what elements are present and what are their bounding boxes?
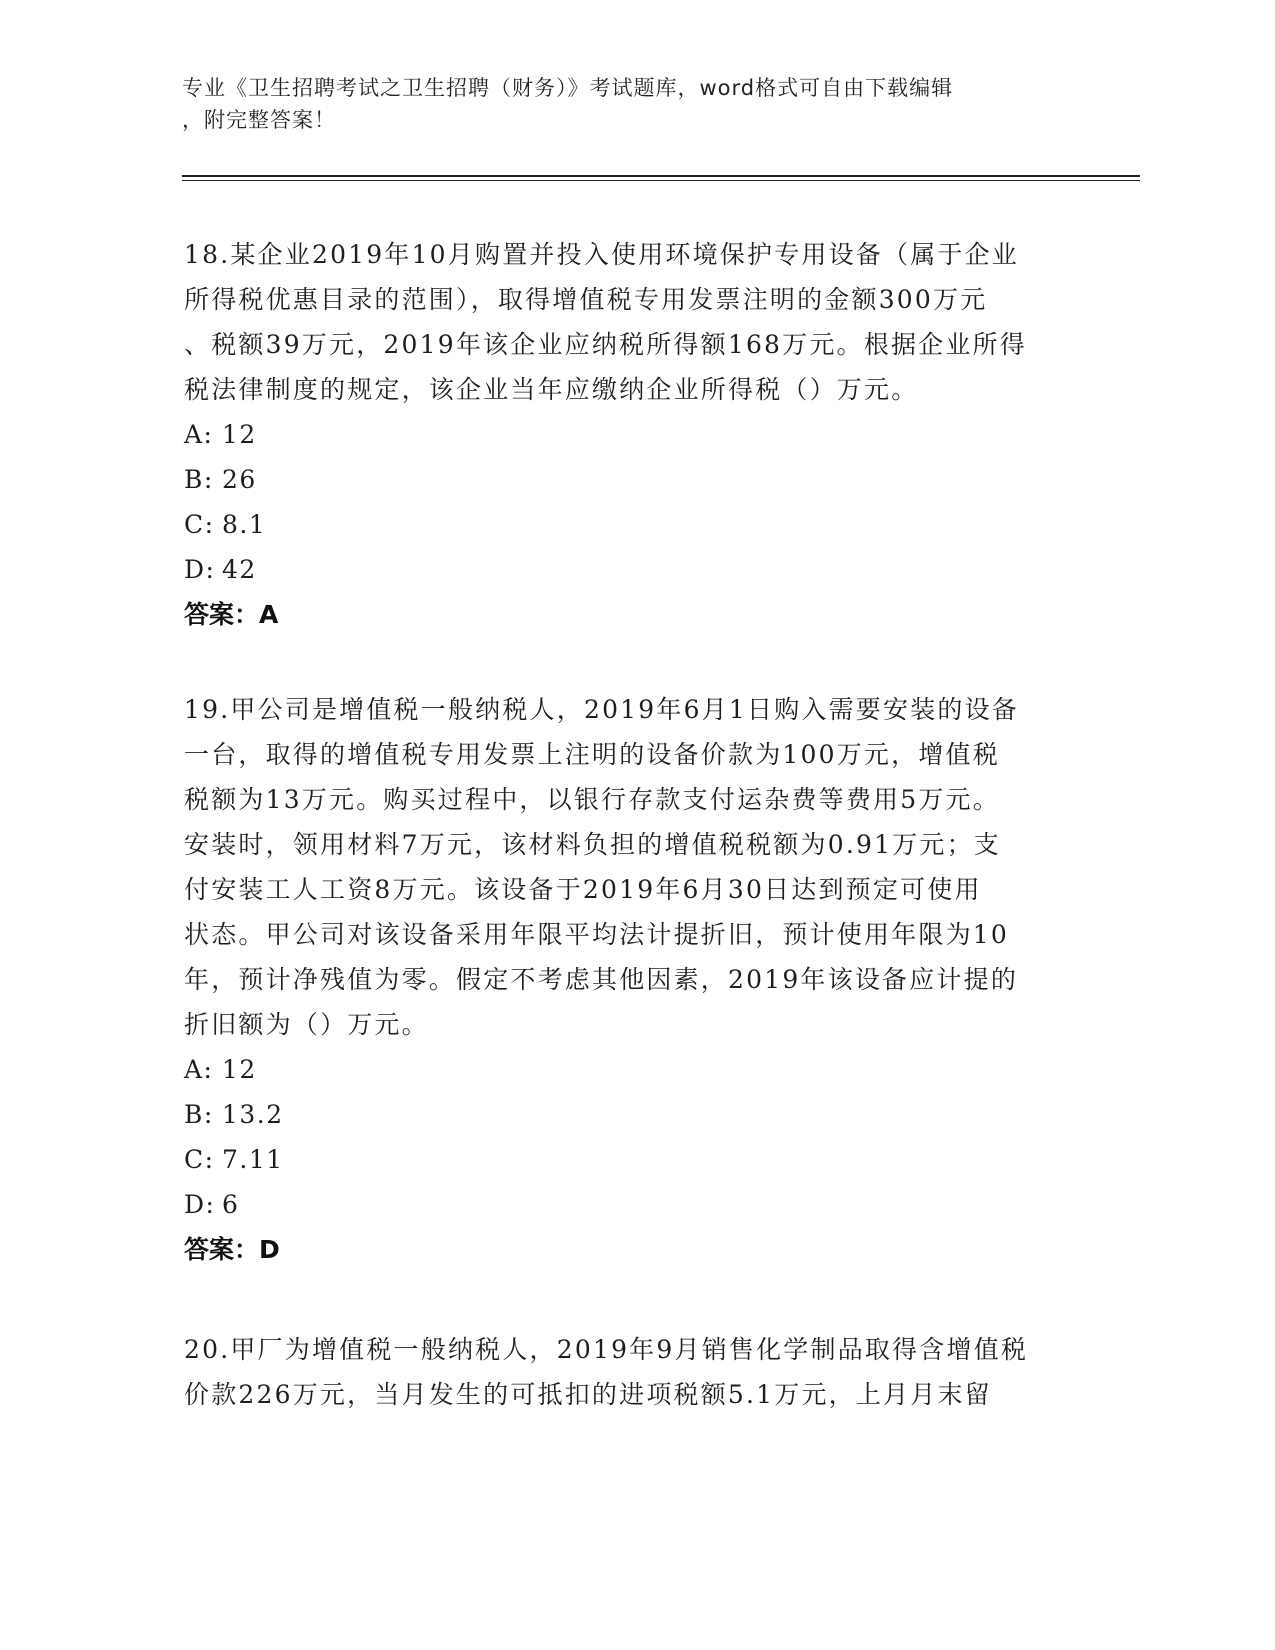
option-letter: C: <box>184 1145 215 1174</box>
option-letter: D: <box>184 555 216 584</box>
option-b <box>184 457 1064 502</box>
stem-line: 状态。甲公司对该设备采用年限平均法计提折旧，预计使用年限为10 <box>184 920 1010 949</box>
option-a <box>184 412 1064 457</box>
option-text: 12 <box>222 420 257 449</box>
option-d <box>184 1182 1064 1227</box>
option-text: 42 <box>222 555 257 584</box>
header-divider-thin <box>182 180 1140 181</box>
document-header <box>182 72 1082 136</box>
option-letter: D: <box>184 1190 216 1219</box>
stem-line: 20.甲厂为增值税一般纳税人，2019年9月销售化学制品取得含增值税 <box>184 1335 1029 1364</box>
option-text: 12 <box>222 1055 257 1084</box>
stem-line: 年，预计净残值为零。假定不考虑其他因素，2019年该设备应计提的 <box>184 965 1019 994</box>
option-text: 6 <box>222 1190 240 1219</box>
option-letter: C: <box>184 510 215 539</box>
stem-line: 、税额39万元，2019年该企业应纳税所得额168万元。根据企业所得 <box>184 330 1027 359</box>
question-18 <box>184 232 1064 637</box>
question-20 <box>184 1327 1064 1417</box>
question-stem <box>184 1327 1064 1417</box>
stem-line: 折旧额为（）万元。 <box>184 1010 429 1039</box>
option-c <box>184 502 1064 547</box>
question-stem <box>184 687 1064 1047</box>
option-text: 13.2 <box>222 1100 284 1129</box>
option-text: 26 <box>222 465 257 494</box>
option-letter: B: <box>184 465 214 494</box>
answer-label: 答案：A <box>184 600 279 629</box>
option-text: 7.11 <box>222 1145 284 1174</box>
header-line-2: ，附完整答案！ <box>182 108 336 132</box>
question-stem <box>184 232 1064 412</box>
option-text: 8.1 <box>222 510 267 539</box>
option-letter: B: <box>184 1100 214 1129</box>
option-letter: A: <box>184 1055 214 1084</box>
answer-label: 答案：D <box>184 1235 280 1264</box>
option-b <box>184 1092 1064 1137</box>
stem-line: 税法律制度的规定，该企业当年应缴纳企业所得税（）万元。 <box>184 375 919 404</box>
option-letter: A: <box>184 420 214 449</box>
stem-line: 所得税优惠目录的范围），取得增值税专用发票注明的金额300万元 <box>184 285 988 314</box>
stem-line: 一台，取得的增值税专用发票上注明的设备价款为100万元，增值税 <box>184 740 1000 769</box>
header-divider-thick <box>182 175 1140 177</box>
option-c <box>184 1137 1064 1182</box>
question-19 <box>184 687 1064 1272</box>
stem-line: 18.某企业2019年10月购置并投入使用环境保护专用设备（属于企业 <box>184 240 1019 269</box>
option-d <box>184 547 1064 592</box>
stem-line: 安装时，领用材料7万元，该材料负担的增值税税额为0.91万元；支 <box>184 830 1001 859</box>
stem-line: 付安装工人工资8万元。该设备于2019年6月30日达到预定可使用 <box>184 875 982 904</box>
header-line-1: 专业《卫生招聘考试之卫生招聘（财务）》考试题库，word格式可自由下载编辑 <box>182 76 954 100</box>
stem-line: 价款226万元，当月发生的可抵扣的进项税额5.1万元，上月月末留 <box>184 1380 992 1409</box>
option-a <box>184 1047 1064 1092</box>
stem-line: 税额为13万元。购买过程中，以银行存款支付运杂费等费用5万元。 <box>184 785 1000 814</box>
stem-line: 19.甲公司是增值税一般纳税人，2019年6月1日购入需要安装的设备 <box>184 695 1019 724</box>
